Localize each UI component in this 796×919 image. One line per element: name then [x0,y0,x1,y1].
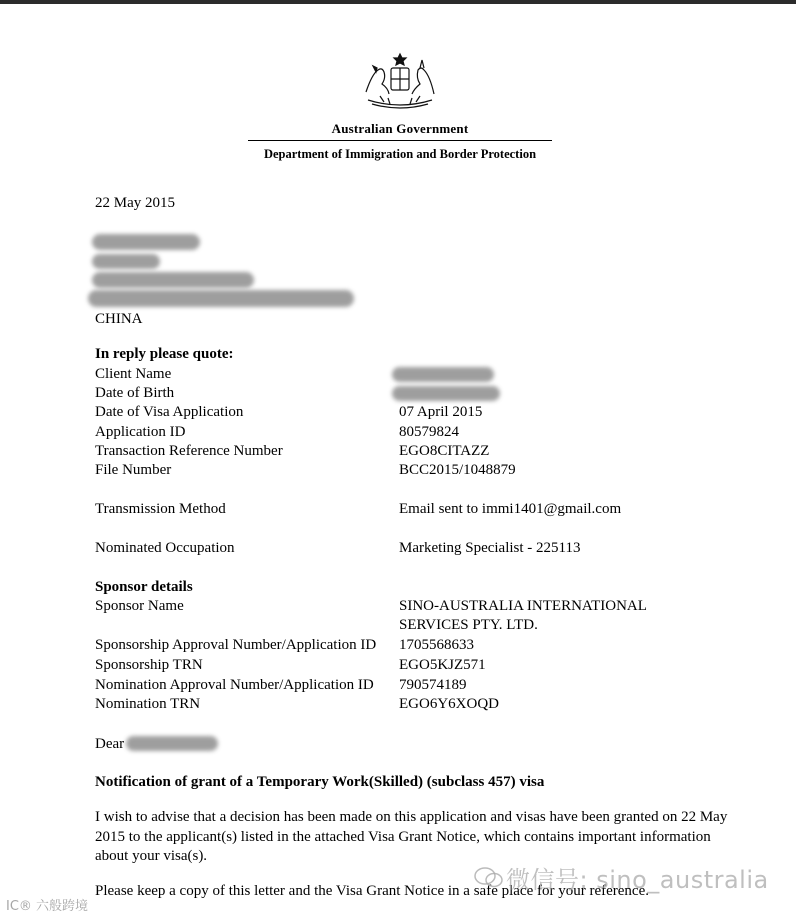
quote-value: 07 April 2015 [399,404,483,420]
redacted-address-line [92,272,254,288]
body-paragraph: Please keep a copy of this letter and the Visa Grant Notice in a safe place for your reference. [95,883,649,899]
redacted-address-line [92,234,200,250]
quote-label: Client Name [95,366,172,382]
letter-date: 22 May 2015 [95,195,175,211]
coat-of-arms-logo [358,52,442,114]
body-paragraph: I wish to advise that a decision has been made on this application and visas have been granted on 22 May 2015 to the applicant(s) listed in the attached Visa Grant Notice, which contains important information about your visa(s). [95,809,728,864]
sponsor-heading: Sponsor details [95,579,193,595]
redacted-address-line [92,254,160,269]
department-name: Department of Immigration and Border Protection [263,147,537,161]
redacted-date-of-birth [392,386,500,401]
sponsor-value: 790574189 [399,677,467,693]
sponsor-label: Nomination Approval Number/Application ID [95,677,374,693]
occupation-label: Nominated Occupation [95,540,235,556]
quote-value: BCC2015/1048879 [399,462,516,478]
top-border [0,0,796,4]
sponsor-label: Sponsorship Approval Number/Application ID [95,637,377,653]
redacted-client-name [392,367,494,382]
redacted-address-line [88,290,354,307]
quote-label: Date of Birth [95,385,175,401]
quote-value: EGO8CITAZZ [399,443,490,459]
occupation-value: Marketing Specialist - 225113 [399,540,581,556]
sponsor-value: EGO6Y6XOQD [399,696,499,712]
quote-label: Date of Visa Application [95,404,244,420]
sponsor-name-label: Sponsor Name [95,598,184,614]
sponsor-value: 1705568633 [399,637,474,653]
wechat-icon [474,867,504,889]
redacted-recipient-name [126,736,218,751]
transmission-label: Transmission Method [95,501,226,517]
sponsor-label: Nomination TRN [95,696,201,712]
sponsor-name-line2: SERVICES PTY. LTD. [399,617,538,633]
wechat-watermark: 微信号: sino_australia [506,866,769,894]
corner-watermark: IC® 六般跨境 [6,899,89,914]
quote-label: Application ID [95,424,186,440]
address-country: CHINA [95,311,143,327]
quote-value: 80579824 [399,424,459,440]
transmission-value: Email sent to immi1401@gmail.com [399,501,622,517]
quote-heading: In reply please quote: [95,346,234,362]
salutation: Dear [95,736,125,752]
sponsor-name-line1: SINO-AUSTRALIA INTERNATIONAL [399,598,647,614]
header-rule [248,140,552,141]
quote-label: Transaction Reference Number [95,443,283,459]
government-title: Australian Government [331,121,469,136]
letter-subject: Notification of grant of a Temporary Work(Skilled) (subclass 457) visa [95,774,545,790]
quote-label: File Number [95,462,172,478]
sponsor-label: Sponsorship TRN [95,657,203,673]
sponsor-value: EGO5KJZ571 [399,657,486,673]
